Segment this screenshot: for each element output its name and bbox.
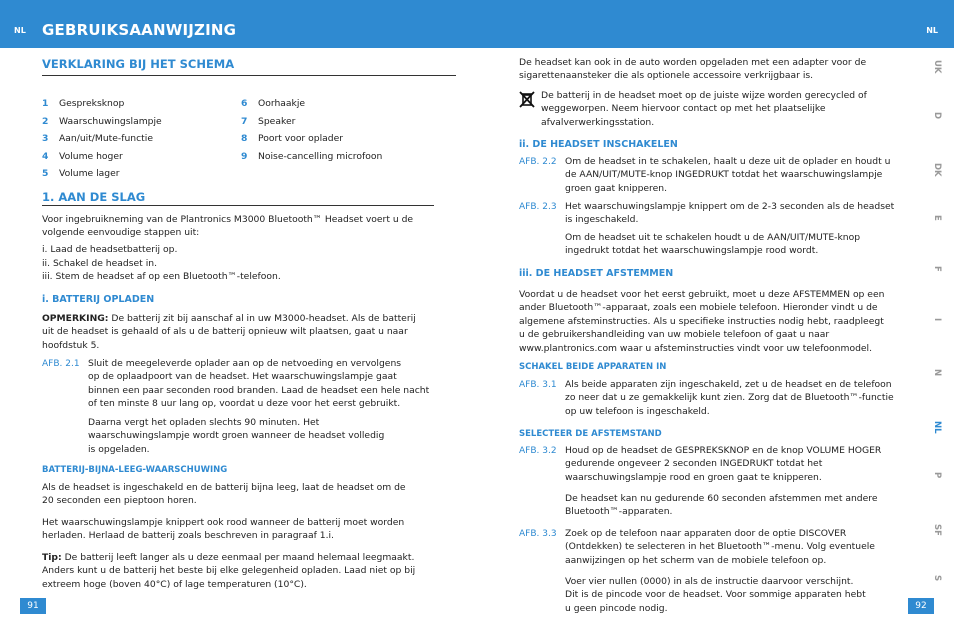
tip-text: De batterij leeft langer als u deze eenmaal per maand helemaal leegmaakt. [61,552,415,563]
legend-label: Noise-cancelling microfoon [258,150,383,162]
text-line: Zoek op de telefoon naar apparaten door de optie DISCOVER [565,528,847,539]
language-tab-f[interactable]: F [932,266,942,272]
page-number-right: 92 [908,598,934,614]
text-line: Houd op de headset de GESPREKSKNOP en de knop VOLUME HOGER [565,445,882,456]
legend-item [241,98,305,109]
text-line: waarschuwingslampje wordt groen wanneer de headset volledig [88,430,385,442]
subsection-heading: ii. DE HEADSET INSCHAKELEN [519,139,678,150]
section-heading: 1. AAN DE SLAG [42,190,146,204]
text-line: de AAN/UIT/MUTE-knop INGEDRUKT totdat het waarschuwingslampje [565,169,883,181]
crossed-bin-icon [518,89,536,109]
legend-label: Aan/uit/Mute-functie [59,133,153,145]
note-label: OPMERKING: [42,313,109,324]
tip-line: extreem hoge (boven 40°C) of lage temperaturen (10°C). [42,579,307,590]
legend-label: Poort voor oplader [258,133,344,145]
legend-number: 7 [241,115,248,127]
language-label-left: NL [14,26,26,35]
schema-heading: VERKLARING BIJ HET SCHEMA [42,57,235,71]
text-line: www.plantronics.com waar u afsteminstructies vindt voor uw telefoonmodel. [519,342,873,354]
text-line: herladen. Herlaad de batterij zoals beschreven in paragraaf 1.i. [42,530,334,542]
text-line: Bluetooth™-apparaten. [565,506,673,518]
legend-item [241,151,382,162]
text-line: op uw telefoon is ingeschakeld. [565,405,710,417]
text-line: algemene afsteminstructies. Als u specifieke instructies nodig hebt, raadpleegt [519,315,884,327]
language-tab-n[interactable]: N [932,369,942,377]
text-line: (Ontdekken) te selecteren in het Bluetooth™-menu. Volg eventuele [565,541,875,553]
subsection-heading: SELECTEER DE AFSTEMSTAND [519,429,662,439]
text-line: op de oplaadpoort van de headset. Het waarschuwingslampje gaat [88,371,397,383]
note-line: hoofdstuk 5. [42,340,100,351]
figure-ref: AFB. 3.1 [519,380,557,390]
text-line: Sluit de meegeleverde oplader aan op de netvoeding en vervolgens [88,358,402,369]
legend-item [42,133,153,144]
text-line: Om de headset uit te schakelen houdt u de AAN/UIT/MUTE-knop [565,232,861,243]
legend-item [42,98,124,109]
language-tab-i[interactable]: I [932,317,942,321]
text-line: De batterij in de headset moet op de juiste wijze worden gerecycled of [541,90,867,101]
intro-line: Voor ingebruikneming van de Plantronics M3000 Bluetooth™ Headset voert u de [42,214,414,225]
intro-line: volgende eenvoudige stappen uit: [42,227,200,238]
legend-item [241,116,295,127]
text-line: aanwijzingen op het scherm van de mobiele telefoon op. [565,554,827,566]
language-tab-d[interactable]: D [932,111,942,119]
language-label-right: NL [926,26,938,35]
language-tab-s[interactable]: S [932,575,942,582]
figure-ref: AFB. 2.3 [519,202,557,212]
legend-number: 5 [42,168,49,180]
language-tab-nl[interactable]: NL [932,420,942,434]
text-line: Voordat u de headset voor het eerst gebruikt, moet u deze AFSTEMMEN op een [519,289,885,300]
text-line: Dit is de pincode voor de headset. Voor sommige apparaten hebt [565,589,866,601]
language-tab-p[interactable]: P [932,472,942,479]
language-tab-e[interactable]: E [932,214,942,221]
text-line: zo neer dat u ze gemakkelijk kunt zien. Zorg dat de Bluetooth™-functie [565,392,894,404]
text-line: Als de headset is ingeschakeld en de batterij bijna leeg, laat de headset om de [42,482,406,493]
legend-number: 1 [42,98,49,109]
subsection-heading: iii. DE HEADSET AFSTEMMEN [519,268,674,279]
text-line: Het waarschuwingslampje knippert ook rood wanneer de batterij moet worden [42,517,405,528]
text-line: gedurende ongeveer 2 seconden INGEDRUKT totdat het [565,458,823,470]
legend-item [42,168,120,179]
text-line: is opgeladen. [88,443,150,455]
text-line: Het waarschuwingslampje knippert om de 2-3 seconden als de headset [565,201,895,212]
text-line: De headset kan nu gedurende 60 seconden afstemmen met andere [565,493,878,504]
note-line [42,312,416,325]
legend-item [42,116,162,127]
text-line: binnen een paar seconden rood branden. Laad de headset een hele nacht [88,384,430,396]
page-number-left: 91 [20,598,46,614]
language-tab-dk[interactable]: DK [932,163,942,177]
legend-label: Volume hoger [59,150,123,162]
subsection-heading: i. BATTERIJ OPLADEN [42,294,155,305]
page-title: GEBRUIKSAANWIJZING [42,21,237,39]
note-line: uit de headset is gehaald of als u de batterij opnieuw wilt plaatsen, gaat u naar [42,326,408,337]
legend-number: 3 [42,133,49,145]
step-item: ii. Schakel de headset in. [42,258,158,269]
divider [42,75,456,76]
step-item: i. Laad de headsetbatterij op. [42,244,178,255]
text-line: afvalverwerkingsstation. [541,116,655,128]
text-line: weggeworpen. Neem hiervoor contact op met het plaatselijke [541,103,826,115]
text-line: ander Bluetooth™-apparaat, zoals een mobiele telefoon. Hieronder vindt u de [519,302,878,314]
text-line: Als beide apparaten zijn ingeschakeld, zet u de headset en de telefoon [565,379,892,390]
subsection-heading: SCHAKEL BEIDE APPARATEN IN [519,362,667,372]
text-line: sigarettenaansteker die als optionele accessoire verkrijgbaar is. [519,70,814,82]
legend-label: Waarschuwingslampje [59,115,162,127]
figure-ref: AFB. 3.2 [519,446,557,456]
legend-number: 6 [241,98,248,109]
text-line: u geen pincode nodig. [565,602,668,614]
text-line: waarschuwingslampje rood en groen gaat te knipperen. [565,471,822,483]
text-line: Voer vier nullen (0000) in als de instructie daarvoor verschijnt. [565,576,854,587]
figure-ref: AFB. 3.3 [519,529,557,539]
note-text: De batterij zit bij aanschaf al in uw M3000-headset. Als de batterij [108,313,416,324]
legend-item [42,151,123,162]
legend-item [241,133,343,144]
text-line: groen gaat knipperen. [565,182,668,194]
tip-label: Tip: [42,552,62,563]
legend-number: 9 [241,150,248,162]
legend-label: Oorhaakje [258,98,306,109]
divider [42,205,434,206]
text-line: Om de headset in te schakelen, haalt u deze uit de oplader en houdt u [565,156,891,167]
legend-label: Volume lager [59,168,120,180]
subsection-heading: BATTERIJ-BIJNA-LEEG-WAARSCHUWING [42,465,228,475]
legend-label: Speaker [258,115,296,127]
text-line: u de gebruikershandleiding van uw mobiele telefoon of gaat u naar [519,329,830,341]
tip-line [42,551,414,564]
text-line: ingedrukt totdat het waarschuwingslampje rood wordt. [565,245,819,257]
text-line: 20 seconden een pieptoon horen. [42,495,197,507]
text-line: of ten minste 8 uur lang op, voordat u deze voor het eerst gebruikt. [88,398,401,410]
legend-label: Gespreksknop [59,98,125,109]
figure-ref: AFB. 2.1 [42,359,80,369]
legend-number: 8 [241,133,248,145]
legend-number: 2 [42,115,49,127]
tip-line: Anders kunt u de batterij het beste bij elke gelegenheid opladen. Laad niet op bij [42,565,416,576]
step-item: iii. Stem de headset af op een Bluetooth™-telefoon. [42,271,281,282]
language-tab-sf[interactable]: SF [932,523,942,536]
text-line: Daarna vergt het opladen slechts 90 minuten. Het [88,417,320,428]
language-tab-uk[interactable]: UK [932,60,942,74]
text-line: De headset kan ook in de auto worden opgeladen met een adapter voor de [519,57,867,68]
figure-ref: AFB. 2.2 [519,157,557,167]
text-line: is ingeschakeld. [565,214,639,226]
legend-number: 4 [42,150,49,162]
